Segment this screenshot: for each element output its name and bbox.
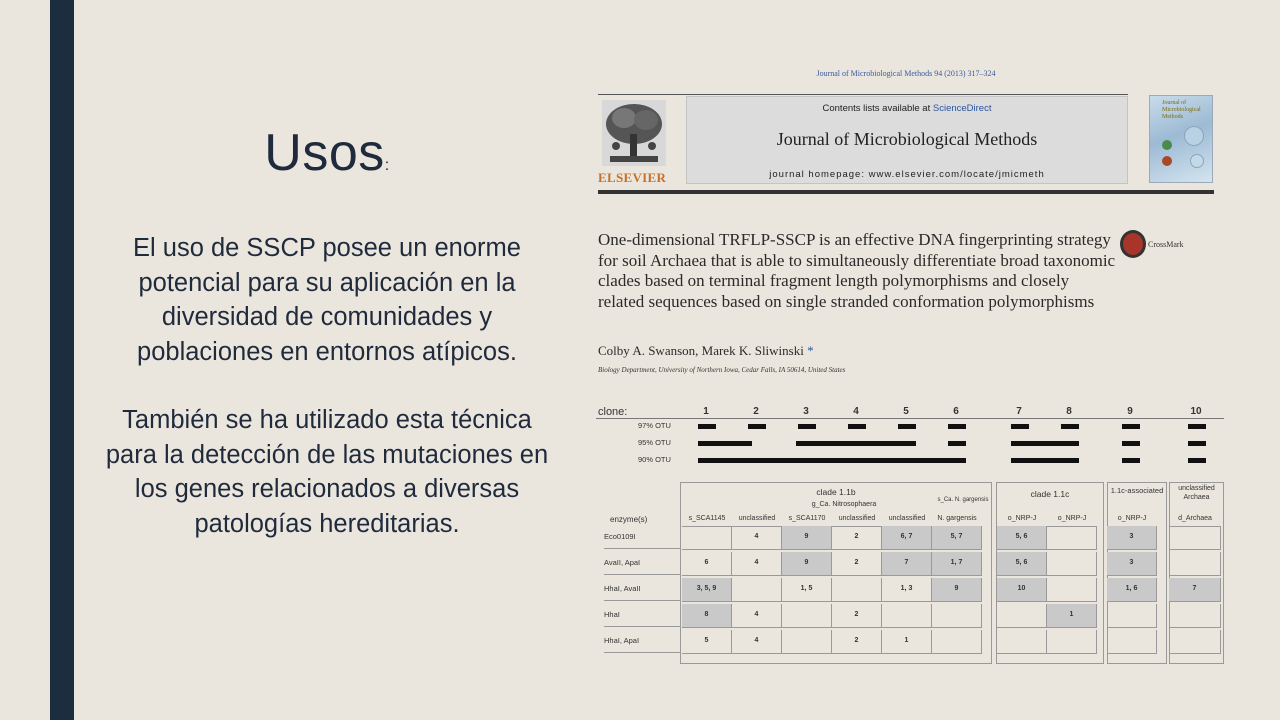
cover-bubble bbox=[1190, 154, 1204, 168]
side-accent-bar bbox=[50, 0, 74, 720]
table-cell: 1 bbox=[1047, 604, 1097, 628]
otu-bar bbox=[1061, 424, 1079, 429]
clone-number: 6 bbox=[953, 406, 959, 417]
otu-label-90: 90% OTU bbox=[638, 455, 671, 464]
column-head: s_SCA1145 bbox=[682, 512, 732, 527]
cover-dot-red bbox=[1162, 156, 1172, 166]
table-cell: 4 bbox=[732, 604, 782, 628]
column-head: o_NRP-J bbox=[1107, 512, 1157, 527]
table-cell: 5, 6 bbox=[997, 552, 1047, 576]
journal-header-box bbox=[686, 96, 1128, 184]
row-label: AvaII, ApaI bbox=[604, 552, 680, 575]
table-cell bbox=[782, 604, 832, 628]
otu-bar bbox=[948, 424, 966, 429]
header-rule-top bbox=[598, 94, 1128, 95]
table-cell: 3 bbox=[1107, 526, 1157, 550]
table-cell bbox=[1047, 552, 1097, 576]
crossmark-icon bbox=[1120, 230, 1146, 258]
column-head: o_NRP-J bbox=[997, 512, 1047, 527]
column-head: unclassified bbox=[732, 512, 782, 527]
crossmark-badge[interactable] bbox=[1120, 230, 1212, 260]
corresponding-author-mark: * bbox=[807, 343, 814, 358]
clone-number: 5 bbox=[903, 406, 909, 417]
cover-title: Journal of Microbiological Methods bbox=[1162, 100, 1201, 120]
table-cell bbox=[832, 578, 882, 602]
slide-title bbox=[104, 118, 550, 201]
table-cell: 8 bbox=[682, 604, 732, 628]
table-cell bbox=[732, 578, 782, 602]
group-head-clade-1-1c: clade 1.1c bbox=[1030, 489, 1070, 499]
otu-bar bbox=[1122, 441, 1140, 446]
clone-number: 1 bbox=[703, 406, 709, 417]
table-cell: 5 bbox=[682, 630, 732, 654]
table-cell: 1, 7 bbox=[932, 552, 982, 576]
table-cell bbox=[882, 604, 932, 628]
otu-bar bbox=[1122, 458, 1140, 463]
clone-number: 2 bbox=[753, 406, 759, 417]
clone-number: 10 bbox=[1190, 406, 1202, 417]
row-label: HhaI, AvaII bbox=[604, 578, 680, 601]
column-head: unclassified bbox=[832, 512, 882, 527]
slide-text-column bbox=[104, 118, 550, 541]
paragraph-mutation-detection: También se ha utilizado esta técnica para la detección de las mutaciones en los genes relacionados a diversas patologías hereditarias. bbox=[105, 406, 549, 538]
journal-homepage: journal homepage: www.elsevier.com/locate/jmicmeth bbox=[769, 169, 1045, 180]
crossmark-label: CrossMark bbox=[1148, 240, 1184, 249]
author-names: Colby A. Swanson, Marek K. Sliwinski bbox=[598, 343, 804, 358]
otu-bar bbox=[1122, 424, 1140, 429]
slide-title-colon: : bbox=[384, 157, 390, 174]
table-cell bbox=[997, 630, 1047, 654]
column-head: N. gargensis bbox=[932, 512, 982, 527]
group-head-unclassified-archaea: unclassified Archaea bbox=[1178, 485, 1215, 501]
column-head: s_SCA1170 bbox=[782, 512, 832, 527]
table-cell: 9 bbox=[932, 578, 982, 602]
row-label: HhaI, ApaI bbox=[604, 630, 680, 653]
table-cell: 5, 6 bbox=[997, 526, 1047, 550]
otu-bar bbox=[748, 424, 766, 429]
table-cell: 10 bbox=[997, 578, 1047, 602]
clone-label: clone: bbox=[598, 406, 628, 418]
otu-label-97: 97% OTU bbox=[638, 421, 671, 430]
table-cell bbox=[1169, 552, 1221, 576]
table-cell bbox=[1047, 526, 1097, 550]
table-cell: 1, 6 bbox=[1107, 578, 1157, 602]
table-cell: 2 bbox=[832, 552, 882, 576]
otu-bar bbox=[898, 424, 916, 429]
table-cell bbox=[1107, 630, 1157, 654]
table-cell bbox=[1169, 604, 1221, 628]
clone-number: 9 bbox=[1127, 406, 1133, 417]
otu-bar bbox=[698, 424, 716, 429]
table-cell bbox=[997, 604, 1047, 628]
header-rule-bottom bbox=[598, 190, 1214, 194]
table-cell: 3 bbox=[1107, 552, 1157, 576]
trflp-sscp-figure bbox=[596, 404, 1224, 664]
table-cell bbox=[932, 604, 982, 628]
table-cell bbox=[682, 526, 732, 550]
elsevier-wordmark: ELSEVIER bbox=[598, 170, 667, 185]
clone-number: 4 bbox=[853, 406, 859, 417]
otu-bar bbox=[1188, 441, 1206, 446]
slide-title-text: Usos bbox=[264, 124, 385, 182]
clone-number: 8 bbox=[1066, 406, 1072, 417]
otu-bar bbox=[1011, 441, 1079, 446]
cover-dot-green bbox=[1162, 140, 1172, 150]
elsevier-logo bbox=[598, 100, 670, 186]
table-cell bbox=[1169, 526, 1221, 550]
column-head: unclassified bbox=[882, 512, 932, 527]
contents-prefix: Contents lists available at bbox=[822, 103, 933, 114]
row-label: HhaI bbox=[604, 604, 680, 627]
paragraph-sscp-uses: El uso de SSCP posee un enorme potencial para su aplicación en la diversidad de comunidades y poblaciones en entornos atípicos. bbox=[133, 234, 521, 366]
table-cell: 4 bbox=[732, 552, 782, 576]
otu-bar bbox=[1188, 424, 1206, 429]
table-cell: 6, 7 bbox=[882, 526, 932, 550]
table-cell bbox=[1107, 604, 1157, 628]
table-cell: 2 bbox=[832, 630, 882, 654]
table-cell bbox=[782, 630, 832, 654]
sciencedirect-link: ScienceDirect bbox=[932, 103, 992, 114]
table-cell: 7 bbox=[1169, 578, 1221, 602]
table-cell: 5, 7 bbox=[932, 526, 982, 550]
table-cell: 6 bbox=[682, 552, 732, 576]
group-head-clade-1-1b: clade 1.1b bbox=[816, 487, 856, 497]
row-label: Eco0109I bbox=[604, 526, 680, 549]
table-cell: 9 bbox=[782, 552, 832, 576]
table-cell: 7 bbox=[882, 552, 932, 576]
table-cell: 1, 3 bbox=[882, 578, 932, 602]
journal-name: Journal of Microbiological Methods bbox=[776, 129, 1038, 149]
otu-bar bbox=[798, 424, 816, 429]
tree-icon bbox=[602, 100, 666, 166]
table-cell bbox=[1047, 578, 1097, 602]
journal-reference: Journal of Microbiological Methods 94 (2013) 317–324 bbox=[816, 69, 996, 78]
table-cell: 4 bbox=[732, 526, 782, 550]
column-head: d_Archaea bbox=[1169, 512, 1221, 527]
article-title: One-dimensional TRFLP-SSCP is an effective DNA fingerprinting strategy for soil Archaea that is able to simultaneously differentiate broad taxonomic clades based on terminal fragment length polymorphisms and closely related sequences based on single stranded conformation polymorphisms bbox=[598, 230, 1116, 311]
table-cell: 3, 5, 9 bbox=[682, 578, 732, 602]
table-cell bbox=[1047, 630, 1097, 654]
table-cell: 9 bbox=[782, 526, 832, 550]
clone-number: 3 bbox=[803, 406, 809, 417]
table-cell bbox=[1169, 630, 1221, 654]
otu-bar bbox=[1188, 458, 1206, 463]
journal-cover-thumbnail bbox=[1149, 95, 1213, 183]
table-cell: 2 bbox=[832, 526, 882, 550]
otu-bar bbox=[1011, 424, 1029, 429]
clone-number: 7 bbox=[1016, 406, 1022, 417]
enzyme-column-head: enzyme(s) bbox=[610, 515, 648, 524]
authors bbox=[598, 343, 814, 359]
otu-bar bbox=[948, 441, 966, 446]
contents-line bbox=[687, 103, 1127, 114]
table-cell: 1 bbox=[882, 630, 932, 654]
group-sub-nitrosophaera: g_Ca. Nitrosophaera bbox=[811, 501, 877, 508]
otu-bar bbox=[698, 458, 966, 463]
otu-bar bbox=[698, 441, 752, 446]
otu-label-95: 95% OTU bbox=[638, 438, 671, 447]
column-head: o_NRP-J bbox=[1047, 512, 1097, 527]
affiliation: Biology Department, University of Northern Iowa, Cedar Falls, IA 50614, United States bbox=[598, 366, 846, 374]
otu-bar bbox=[848, 424, 866, 429]
figure-header-rule bbox=[596, 418, 1224, 419]
table-cell bbox=[932, 630, 982, 654]
table-cell: 4 bbox=[732, 630, 782, 654]
group-head-1-1c-associated: 1.1c-associated bbox=[1110, 486, 1164, 495]
otu-bar bbox=[1011, 458, 1079, 463]
table-cell: 2 bbox=[832, 604, 882, 628]
table-cell: 1, 5 bbox=[782, 578, 832, 602]
otu-bar bbox=[796, 441, 916, 446]
group-sub-gargensis: s_Ca. N. gargensis bbox=[937, 497, 989, 503]
paper-screenshot bbox=[596, 64, 1224, 664]
cover-bubble bbox=[1184, 126, 1204, 146]
